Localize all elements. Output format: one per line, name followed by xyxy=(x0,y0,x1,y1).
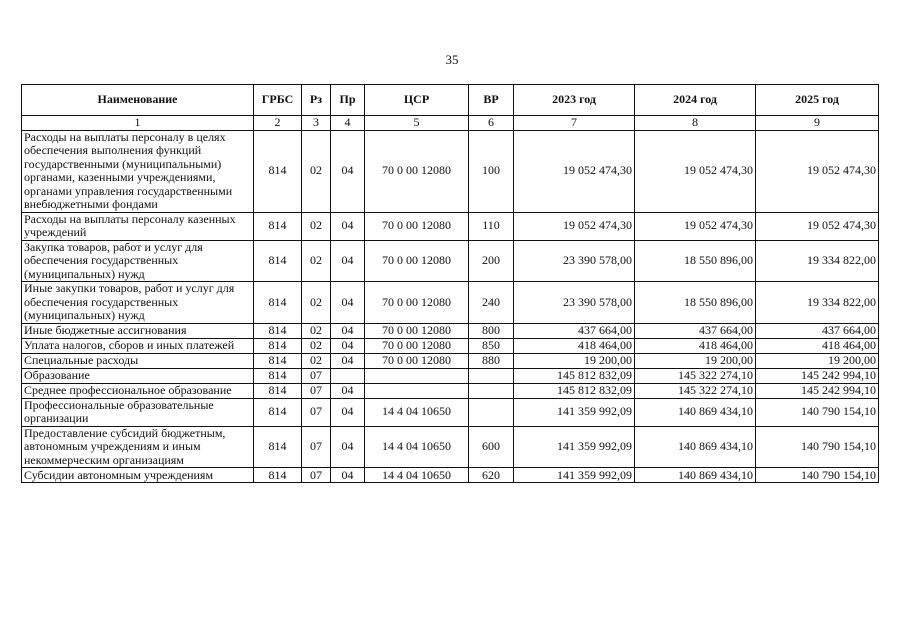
row-grbs: 814 xyxy=(254,240,302,282)
row-amount-2024: 19 052 474,30 xyxy=(635,212,756,240)
row-csr: 70 0 00 12080 xyxy=(365,353,469,368)
row-name: Профессиональные образовательные организации xyxy=(22,398,254,426)
row-amount-2024: 19 200,00 xyxy=(635,353,756,368)
column-number: 9 xyxy=(756,116,879,131)
row-rz: 02 xyxy=(302,323,331,338)
row-vr: 240 xyxy=(469,282,514,324)
table-row xyxy=(22,353,879,368)
row-amount-2023: 145 812 832,09 xyxy=(514,368,635,383)
row-rz: 02 xyxy=(302,282,331,324)
table-row xyxy=(22,398,879,426)
row-pr: 04 xyxy=(331,398,365,426)
row-name: Расходы на выплаты персоналу казенных учреждений xyxy=(22,212,254,240)
row-pr: 04 xyxy=(331,353,365,368)
row-vr: 600 xyxy=(469,426,514,468)
column-number: 4 xyxy=(331,116,365,131)
row-vr xyxy=(469,398,514,426)
column-number: 1 xyxy=(22,116,254,131)
row-name: Специальные расходы xyxy=(22,353,254,368)
row-amount-2025: 145 242 994,10 xyxy=(756,368,879,383)
row-rz: 07 xyxy=(302,398,331,426)
row-amount-2023: 145 812 832,09 xyxy=(514,383,635,398)
row-rz: 07 xyxy=(302,426,331,468)
row-pr: 04 xyxy=(331,240,365,282)
row-amount-2025: 140 790 154,10 xyxy=(756,398,879,426)
table-row xyxy=(22,468,879,483)
row-amount-2025: 437 664,00 xyxy=(756,323,879,338)
row-amount-2024: 145 322 274,10 xyxy=(635,383,756,398)
row-grbs: 814 xyxy=(254,383,302,398)
header-rz: Рз xyxy=(302,85,331,116)
column-number: 5 xyxy=(365,116,469,131)
row-amount-2024: 140 869 434,10 xyxy=(635,426,756,468)
table-row xyxy=(22,212,879,240)
row-vr: 620 xyxy=(469,468,514,483)
row-vr xyxy=(469,383,514,398)
row-name: Предоставление субсидий бюджетным, автономным учреждениям и иным некоммерческим организациям xyxy=(22,426,254,468)
column-number: 3 xyxy=(302,116,331,131)
row-name: Закупка товаров, работ и услуг для обеспечения государственных (муниципальных) нужд xyxy=(22,240,254,282)
row-grbs: 814 xyxy=(254,338,302,353)
row-amount-2023: 19 052 474,30 xyxy=(514,212,635,240)
row-name: Среднее профессиональное образование xyxy=(22,383,254,398)
row-csr: 14 4 04 10650 xyxy=(365,426,469,468)
row-amount-2025: 19 334 822,00 xyxy=(756,282,879,324)
row-csr: 14 4 04 10650 xyxy=(365,468,469,483)
row-grbs: 814 xyxy=(254,353,302,368)
row-grbs: 814 xyxy=(254,212,302,240)
table-row xyxy=(22,383,879,398)
table-row xyxy=(22,240,879,282)
page-number: 35 xyxy=(445,52,459,67)
row-amount-2025: 418 464,00 xyxy=(756,338,879,353)
row-vr: 850 xyxy=(469,338,514,353)
row-rz: 07 xyxy=(302,468,331,483)
row-csr xyxy=(365,383,469,398)
row-amount-2025: 19 334 822,00 xyxy=(756,240,879,282)
row-pr: 04 xyxy=(331,468,365,483)
table-row xyxy=(22,338,879,353)
row-amount-2023: 141 359 992,09 xyxy=(514,426,635,468)
row-grbs: 814 xyxy=(254,468,302,483)
row-name: Расходы на выплаты персоналу в целях обеспечения выполнения функций государственными (муниципальными) органами, казенными учреждениями, органами управления государственными внебюджетными фондами xyxy=(22,130,254,212)
table-row xyxy=(22,130,879,212)
row-pr: 04 xyxy=(331,426,365,468)
row-pr: 04 xyxy=(331,383,365,398)
row-rz: 07 xyxy=(302,368,331,383)
column-number: 8 xyxy=(635,116,756,131)
table-row xyxy=(22,282,879,324)
row-vr: 800 xyxy=(469,323,514,338)
header-grbs: ГРБС xyxy=(254,85,302,116)
row-name: Субсидии автономным учреждениям xyxy=(22,468,254,483)
row-amount-2024: 140 869 434,10 xyxy=(635,398,756,426)
row-csr: 70 0 00 12080 xyxy=(365,338,469,353)
row-vr: 880 xyxy=(469,353,514,368)
row-grbs: 814 xyxy=(254,426,302,468)
row-rz: 02 xyxy=(302,212,331,240)
column-number-row xyxy=(22,116,879,131)
row-grbs: 814 xyxy=(254,130,302,212)
row-csr: 70 0 00 12080 xyxy=(365,130,469,212)
header-2025: 2025 год xyxy=(756,85,879,116)
row-amount-2024: 418 464,00 xyxy=(635,338,756,353)
row-csr: 70 0 00 12080 xyxy=(365,212,469,240)
row-pr xyxy=(331,368,365,383)
row-amount-2025: 140 790 154,10 xyxy=(756,426,879,468)
row-amount-2025: 19 200,00 xyxy=(756,353,879,368)
row-amount-2023: 23 390 578,00 xyxy=(514,282,635,324)
row-amount-2023: 23 390 578,00 xyxy=(514,240,635,282)
table-row xyxy=(22,426,879,468)
header-vr: ВР xyxy=(469,85,514,116)
table-row xyxy=(22,323,879,338)
row-csr: 70 0 00 12080 xyxy=(365,282,469,324)
row-amount-2025: 19 052 474,30 xyxy=(756,130,879,212)
row-amount-2025: 145 242 994,10 xyxy=(756,383,879,398)
row-vr: 200 xyxy=(469,240,514,282)
header-pr: Пр xyxy=(331,85,365,116)
row-amount-2023: 437 664,00 xyxy=(514,323,635,338)
row-amount-2024: 18 550 896,00 xyxy=(635,282,756,324)
row-amount-2024: 18 550 896,00 xyxy=(635,240,756,282)
table-row xyxy=(22,368,879,383)
header-2024: 2024 год xyxy=(635,85,756,116)
row-rz: 02 xyxy=(302,338,331,353)
row-grbs: 814 xyxy=(254,323,302,338)
row-amount-2023: 19 052 474,30 xyxy=(514,130,635,212)
row-pr: 04 xyxy=(331,338,365,353)
row-pr: 04 xyxy=(331,130,365,212)
row-pr: 04 xyxy=(331,212,365,240)
row-amount-2023: 141 359 992,09 xyxy=(514,398,635,426)
header-csr: ЦСР xyxy=(365,85,469,116)
column-number: 7 xyxy=(514,116,635,131)
row-name: Иные закупки товаров, работ и услуг для обеспечения государственных (муниципальных) нужд xyxy=(22,282,254,324)
column-number: 6 xyxy=(469,116,514,131)
row-grbs: 814 xyxy=(254,398,302,426)
row-amount-2024: 145 322 274,10 xyxy=(635,368,756,383)
row-csr: 70 0 00 12080 xyxy=(365,323,469,338)
row-rz: 02 xyxy=(302,353,331,368)
row-rz: 07 xyxy=(302,383,331,398)
row-csr xyxy=(365,368,469,383)
row-amount-2024: 437 664,00 xyxy=(635,323,756,338)
row-csr: 14 4 04 10650 xyxy=(365,398,469,426)
row-grbs: 814 xyxy=(254,368,302,383)
row-amount-2023: 141 359 992,09 xyxy=(514,468,635,483)
row-amount-2025: 140 790 154,10 xyxy=(756,468,879,483)
column-number: 2 xyxy=(254,116,302,131)
row-pr: 04 xyxy=(331,323,365,338)
row-csr: 70 0 00 12080 xyxy=(365,240,469,282)
row-rz: 02 xyxy=(302,130,331,212)
row-amount-2024: 19 052 474,30 xyxy=(635,130,756,212)
row-pr: 04 xyxy=(331,282,365,324)
row-name: Уплата налогов, сборов и иных платежей xyxy=(22,338,254,353)
row-name: Образование xyxy=(22,368,254,383)
row-amount-2024: 140 869 434,10 xyxy=(635,468,756,483)
row-vr xyxy=(469,368,514,383)
row-name: Иные бюджетные ассигнования xyxy=(22,323,254,338)
budget-table xyxy=(21,84,879,483)
header-2023: 2023 год xyxy=(514,85,635,116)
row-rz: 02 xyxy=(302,240,331,282)
row-vr: 100 xyxy=(469,130,514,212)
row-amount-2023: 19 200,00 xyxy=(514,353,635,368)
header-row xyxy=(22,85,879,116)
row-amount-2023: 418 464,00 xyxy=(514,338,635,353)
header-name: Наименование xyxy=(22,85,254,116)
row-amount-2025: 19 052 474,30 xyxy=(756,212,879,240)
row-vr: 110 xyxy=(469,212,514,240)
row-grbs: 814 xyxy=(254,282,302,324)
